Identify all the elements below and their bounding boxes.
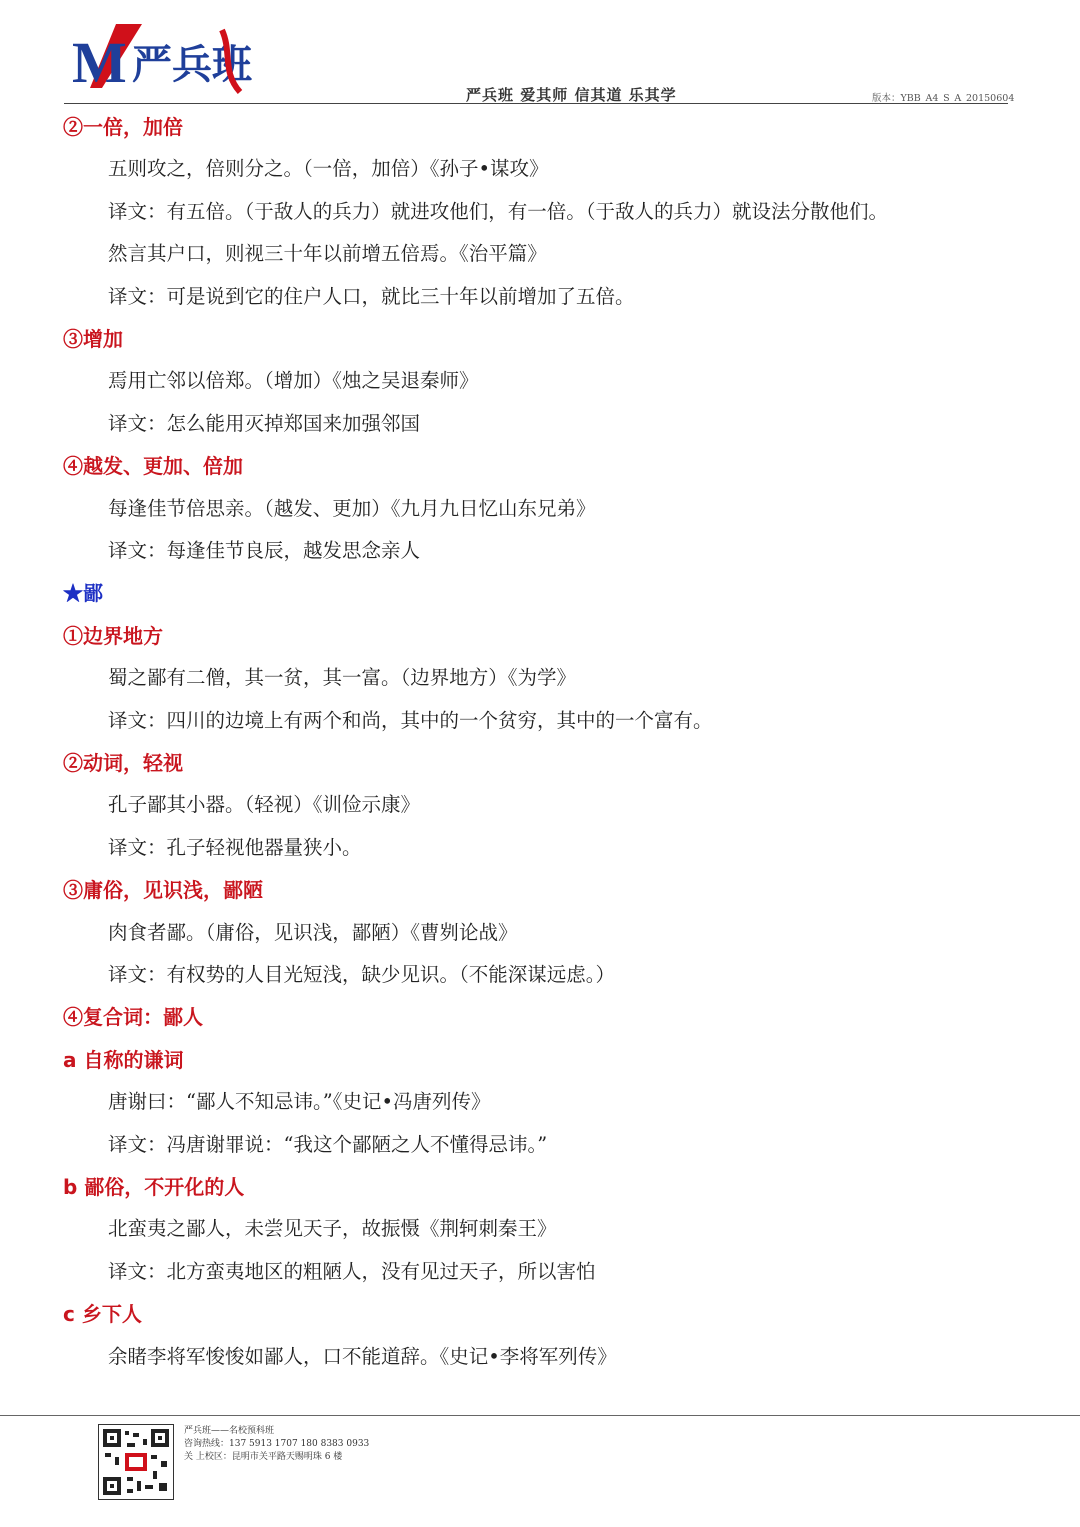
text-line: [108, 827, 362, 869]
section-heading: [63, 572, 103, 614]
heading-marker: b: [63, 1175, 78, 1199]
heading-text: ①边界地方: [63, 624, 163, 648]
section-heading: [63, 869, 263, 911]
text-line: [108, 403, 420, 445]
heading-marker: c: [63, 1302, 75, 1326]
line-text: 肉食者鄙。（庸俗，见识浅，鄙陋）《曹刿论战》: [108, 921, 518, 944]
text-line: [108, 148, 549, 190]
text-line: [108, 530, 420, 572]
line-text: 唐谢曰：“鄙人不知忌讳。”《史记•冯唐列传》: [108, 1090, 491, 1113]
line-text: 孔子鄙其小器。（轻视）《训俭示康》: [108, 793, 421, 816]
version-label: 版本：YBB_A4_S_A_20150604: [872, 93, 1015, 104]
heading-text: ★鄙: [63, 581, 103, 605]
section-heading: [63, 1039, 183, 1081]
page-header: [0, 0, 1080, 108]
text-line: [108, 1336, 617, 1378]
heading-text: ④复合词：鄙人: [63, 1005, 203, 1029]
line-text: 译文：每逢佳节良辰，越发思念亲人: [108, 539, 421, 562]
qr-code-icon: [98, 1424, 174, 1500]
heading-text: 鄙俗，不开化的人: [84, 1175, 245, 1199]
section-heading: [63, 742, 183, 784]
text-line: [108, 700, 713, 742]
text-line: [108, 233, 547, 275]
header-motto: 严兵班 爱其师 信其道 乐其学: [466, 86, 677, 104]
footer-hotline: 咨询热线：137 5913 1707 180 8383 0933: [184, 1439, 370, 1449]
line-text: 译文：孔子轻视他器量狭小。: [108, 836, 362, 859]
brand-logo-icon: [72, 22, 312, 94]
section-heading: [63, 106, 183, 148]
heading-marker: a: [63, 1048, 77, 1072]
heading-text: ④越发、更加、倍加: [63, 454, 243, 478]
heading-text: ③庸俗，见识浅，鄙陋: [63, 878, 263, 902]
text-line: [108, 1124, 547, 1166]
line-text: 译文：可是说到它的住户人口，就比三十年以前增加了五倍。: [108, 285, 635, 308]
text-line: [108, 1251, 596, 1293]
text-line: [108, 360, 479, 402]
line-text: 每逢佳节倍思亲。（越发、更加）《九月九日忆山东兄弟》: [108, 497, 596, 520]
text-line: [108, 912, 518, 954]
footer-brand: 严兵班——名校预科班: [184, 1426, 275, 1436]
line-text: 然言其户口，则视三十年以前增五倍焉。《治平篇》: [108, 242, 547, 265]
line-text: 译文：怎么能用灭掉郑国来加强邻国: [108, 412, 421, 435]
line-text: 余睹李将军悛悛如鄙人，口不能道辞。《史记•李将军列传》: [108, 1345, 617, 1368]
line-text: 北蛮夷之鄙人，未尝见天子，故振慑《荆轲刺秦王》: [108, 1217, 557, 1240]
footer-contact: [184, 1425, 369, 1464]
logo-letter: M: [72, 30, 127, 94]
section-heading: [63, 1293, 142, 1335]
text-line: [108, 191, 888, 233]
header-divider: [64, 103, 1008, 104]
text-line: [108, 954, 615, 996]
logo-text: 严兵班: [132, 42, 252, 88]
text-line: [108, 657, 576, 699]
line-text: 译文：有五倍。（于敌人的兵力）就进攻他们，有一倍。（于敌人的兵力）就设法分散他们。: [108, 200, 889, 223]
line-text: 焉用亡邻以倍郑。（增加）《烛之吴退秦师》: [108, 369, 479, 392]
text-line: [108, 1081, 490, 1123]
text-line: [108, 276, 635, 318]
section-heading: [63, 445, 243, 487]
line-text: 蜀之鄙有二僧，其一贫，其一富。（边界地方）《为学》: [108, 666, 577, 689]
section-heading: [63, 318, 123, 360]
text-line: [108, 784, 420, 826]
footer-address: 关 上校区：昆明市关平路天赐明珠 6 楼: [184, 1452, 343, 1462]
text-line: [108, 488, 596, 530]
heading-text: ②动词，轻视: [63, 751, 183, 775]
section-heading: [63, 1166, 244, 1208]
line-text: 译文：四川的边境上有两个和尚，其中的一个贫穷，其中的一个富有。: [108, 709, 713, 732]
section-heading: [63, 996, 203, 1038]
heading-text: 自称的谦词: [83, 1048, 184, 1072]
footer-divider: [0, 1415, 1080, 1416]
line-text: 五则攻之，倍则分之。（一倍，加倍）《孙子•谋攻》: [108, 157, 549, 180]
line-text: 译文：有权势的人目光短浅，缺少见识。（不能深谋远虑。）: [108, 963, 616, 986]
text-line: [108, 1208, 557, 1250]
section-heading: [63, 615, 163, 657]
heading-text: ②一倍，加倍: [63, 115, 183, 139]
heading-text: 乡下人: [81, 1302, 142, 1326]
line-text: 译文：北方蛮夷地区的粗陋人，没有见过天子，所以害怕: [108, 1260, 596, 1283]
line-text: 译文：冯唐谢罪说：“我这个鄙陋之人不懂得忌讳。”: [108, 1133, 548, 1156]
heading-text: ③增加: [63, 327, 123, 351]
